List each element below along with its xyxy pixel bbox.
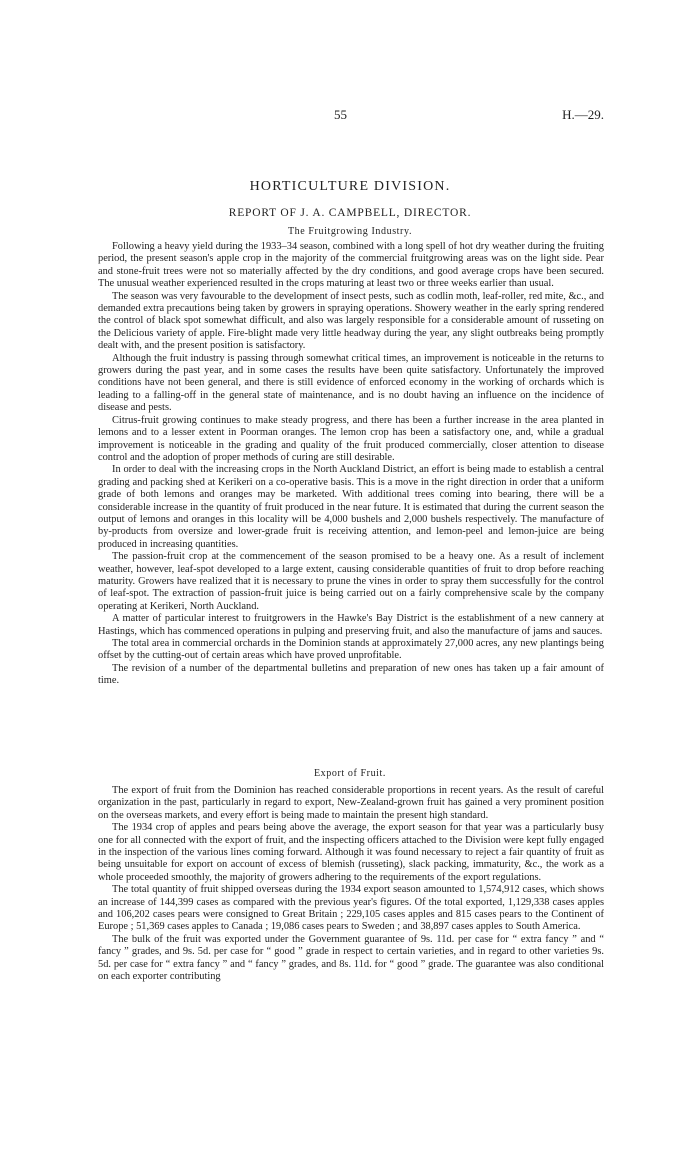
paragraph: In order to deal with the increasing crops in the North Auckland District, an effort is being made to establish a central grading and packing shed at Kerikeri on a co-operative basis. This is a move in the right direction in order that a uniform grade of both lemons and oranges may be marketed. With additional trees coming into bearing, there will be a considerable increase in the quantity of fruit produced in the near future. It is estimated that during the current season the output of lemons and oranges in this locality will be 4,000 bushels and 2,000 bushels respectively. The manufacture of by-products from oversize and lower-grade fruit is receiving attention, and lemon-peel and lemon-juice are being produced in increasing quantities. (98, 464, 604, 550)
paragraph: Although the fruit industry is passing through somewhat critical times, an improvement is noticeable in the returns to growers during the past year, and in some cases the results have been quite satisfactory. Unfortunately the improved conditions have not been general, and there is still evidence of enforced economy in the working of orchards which is leading to a falling-off in the general state of maintenance, and is no doubt having an influence on the incidence of disease and pests. (98, 352, 604, 414)
section-body-fruitgrowing (98, 241, 604, 688)
report-subtitle: REPORT OF J. A. CAMPBELL, DIRECTOR. (228, 207, 472, 219)
paragraph: The revision of a number of the departmental bulletins and preparation of new ones has taken up a fair amount of time. (98, 662, 604, 687)
paragraph: The season was very favourable to the development of insect pests, such as codlin moth, leaf-roller, red mite, &c., and demanded extra precautions being taken by growers in spraying operations. Showery weather in the early spring rendered the control of black spot somewhat difficult, and also was largely responsible for a considerable amount of russeting on the Delicious variety of apple. Fire-blight made very little headway during the year, any slight outbreaks being promptly dealt with, and the present position is satisfactory. (98, 290, 604, 352)
section-heading-export: Export of Fruit. (313, 768, 387, 779)
section-body-export (98, 785, 604, 984)
paragraph: The passion-fruit crop at the commencement of the season promised to be a heavy one. As a result of inclement weather, however, leaf-spot developed to a large extent, causing considerable quantities of fruit to drop before reaching maturity. Growers have realized that it is necessary to prune the vines in order to spray them successfully for the control of leaf-spot. The extraction of passion-fruit juice is being carried out on a fairly comprehensive scale by the company operating at Kerikeri, North Auckland. (98, 551, 604, 612)
section-heading-fruitgrowing: The Fruitgrowing Industry. (287, 226, 413, 237)
paragraph: The bulk of the fruit was exported under the Government guarantee of 9s. 11d. per case for “ extra fancy ” and “ fancy ” grades, and 9s. 5d. per case for “ good ” grade in respect to certain varieties, and in regard to other varieties 9s. 5d. per case for “ extra fancy ” and “ fancy ” grades, and 8s. 11d. for “ good ” grade. The guarantee was also conditional on each exporter contributing (98, 933, 604, 983)
paragraph: The total area in commercial orchards in the Dominion stands at approximately 27,000 acres, any new plantings being offset by the cutting-out of certain areas which have proved unprofitable. (98, 638, 604, 662)
paragraph: Citrus-fruit growing continues to make steady progress, and there has been a further increase in the area planted in lemons and to a lesser extent in Poorman oranges. The lemon crop has been a satisfactory one, and, while a gradual improvement is noticeable in the grading and quality of the fruit produced commercially, closer attention to disease control and the adoption of proper methods of curing are still desirable. (98, 414, 604, 463)
paragraph: The total quantity of fruit shipped overseas during the 1934 export season amounted to 1,574,912 cases, which shows an increase of 144,399 cases as compared with the previous year's figures. Of the total exported, 1,129,338 cases apples and 106,202 cases pears were consigned to Great Britain ; 229,105 cases apples and 815 cases pears to the Continent of Europe ; 51,369 cases apples to Canada ; 19,086 cases pears to Sweden ; and 38,897 cases apples to South America. (98, 884, 604, 933)
paragraph: Following a heavy yield during the 1933–34 season, combined with a long spell of hot dry weather during the fruiting period, the present season's apple crop in the majority of the commercial fruitgrowing areas was on the light side. Pear and stone-fruit trees were not so materially affected by the dry conditions, and good average crops have been secured. The unusual weather experienced resulted in the crops maturing at least two or three weeks earlier than usual. (98, 241, 604, 290)
paragraph: The export of fruit from the Dominion has reached considerable proportions in recent years. As the result of careful organization in the past, particularly in regard to export, New-Zealand-grown fruit has gained a very prominent position on the overseas markets, and every effort is being made to maintain the present high standard. (98, 785, 604, 821)
page-title: HORTICULTURE DIVISION. (249, 179, 451, 194)
document-reference: H.—29. (562, 107, 604, 122)
page-number: 55 (334, 107, 347, 122)
paragraph: A matter of particular interest to fruitgrowers in the Hawke's Bay District is the establishment of a new cannery at Hastings, which has commenced operations in pulping and preserving fruit, and also the manufacture of jams and sauces. (98, 613, 604, 637)
paragraph: The 1934 crop of apples and pears being above the average, the export season for that year was a particularly busy one for all connected with the export of fruit, and the inspecting officers attached to the Division were kept fully engaged in the inspection of the various lines coming forward. Although it was found necessary to reject a fair quantity of fruit as being unsuitable for export on account of excess of blemish (russeting), slack packing, immaturity, &c., the work as a whole proceeded smoothly, the majority of growers adhering to the requirements of the export regulations. (98, 822, 604, 883)
